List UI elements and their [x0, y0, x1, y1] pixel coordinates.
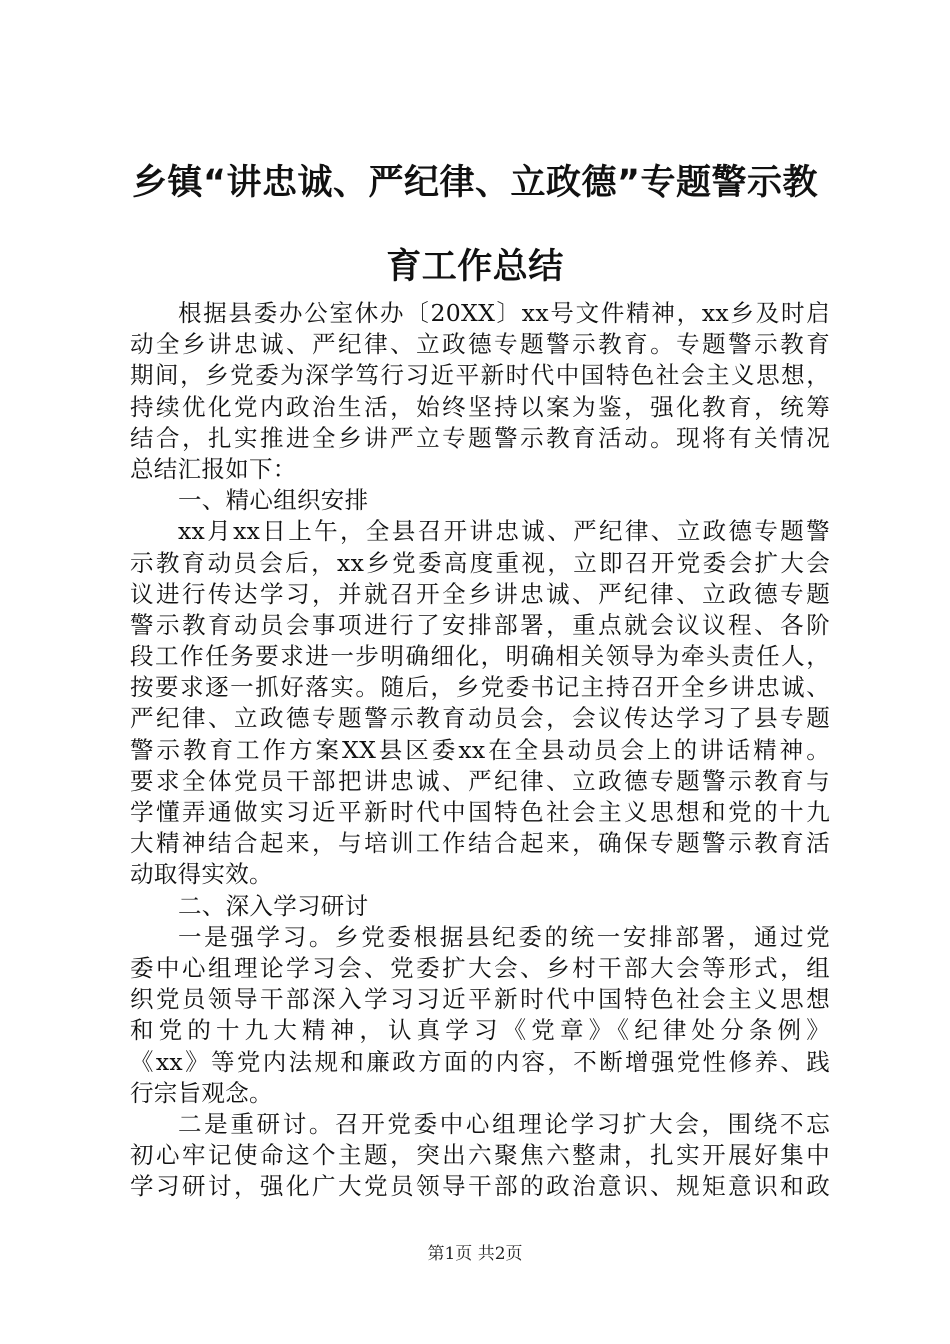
body-line: 总结汇报如下： [130, 454, 297, 483]
body-line: 学懂弄通做实习近平新时代中国特色社会主义思想和党的十九 [130, 798, 830, 826]
body-line: 结合，扎实推进全乡讲严立专题警示教育活动。现将有关情况 [130, 423, 830, 452]
body-line: 初心牢记使命这个主题，突出六聚焦六整肃，扎实开展好集中 [130, 1141, 830, 1170]
body-line: 一是强学习。乡党委根据县纪委的统一安排部署，通过党 [178, 922, 830, 951]
body-line: 议进行传达学习，并就召开全乡讲忠诚、严纪律、立政德专题 [130, 579, 830, 608]
body-line: 二是重研讨。召开党委中心组理论学习扩大会，围绕不忘 [178, 1109, 830, 1138]
body-line: 二、深入学习研讨 [178, 891, 369, 920]
body-line: 委中心组理论学习会、党委扩大会、乡村干部大会等形式，组 [130, 953, 830, 982]
body-line: 《xx》等党内法规和廉政方面的内容，不断增强党性修养、践 [130, 1047, 830, 1076]
body-line: 行宗旨观念。 [130, 1078, 273, 1107]
page-footer: 第1页 共2页 [427, 1244, 523, 1264]
body-line: 动全乡讲忠诚、严纪律、立政德专题警示教育。专题警示教育 [130, 330, 830, 359]
body-line: 警示教育工作方案XX县区委xx在全县动员会上的讲话精神。 [130, 735, 830, 764]
body-line: 大精神结合起来，与培训工作结合起来，确保专题警示教育活 [130, 829, 830, 858]
body-line: 一、精心组织安排 [178, 486, 369, 515]
body-line: 和党的十九大精神，认真学习《党章》《纪律处分条例》 [130, 1016, 830, 1045]
body-line: 期间，乡党委为深学笃行习近平新时代中国特色社会主义思想， [130, 361, 830, 390]
body-line: 根据县委办公室休办〔20XX〕xx号文件精神，xx乡及时启 [178, 299, 830, 327]
body-line: 按要求逐一抓好落实。随后，乡党委书记主持召开全乡讲忠诚、 [130, 673, 830, 702]
document-title-line-2: 育工作总结 [386, 247, 564, 287]
body-line: 警示教育动员会事项进行了安排部署，重点就会议议程、各阶 [130, 610, 830, 639]
body-line: xx月xx日上午，全县召开讲忠诚、严纪律、立政德专题警 [178, 517, 830, 546]
body-line: 示教育动员会后，xx乡党委高度重视，立即召开党委会扩大会 [130, 548, 830, 577]
body-line: 持续优化党内政治生活，始终坚持以案为鉴，强化教育，统筹 [130, 392, 830, 421]
body-line: 段工作任务要求进一步明确细化，明确相关领导为牵头责任人， [130, 642, 830, 671]
body-line: 要求全体党员干部把讲忠诚、严纪律、立政德专题警示教育与 [130, 766, 830, 795]
document-title-line-1: 乡镇“讲忠诚、严纪律、立政德”专题警示教 [131, 163, 818, 203]
body-line: 学习研讨，强化广大党员领导干部的政治意识、规矩意识和政 [130, 1172, 830, 1201]
body-line: 严纪律、立政德专题警示教育动员会，会议传达学习了县专题 [130, 704, 830, 733]
body-line: 织党员领导干部深入学习习近平新时代中国特色社会主义思想 [130, 985, 830, 1014]
document-body [130, 298, 830, 1202]
body-line: 动取得实效。 [130, 860, 273, 889]
